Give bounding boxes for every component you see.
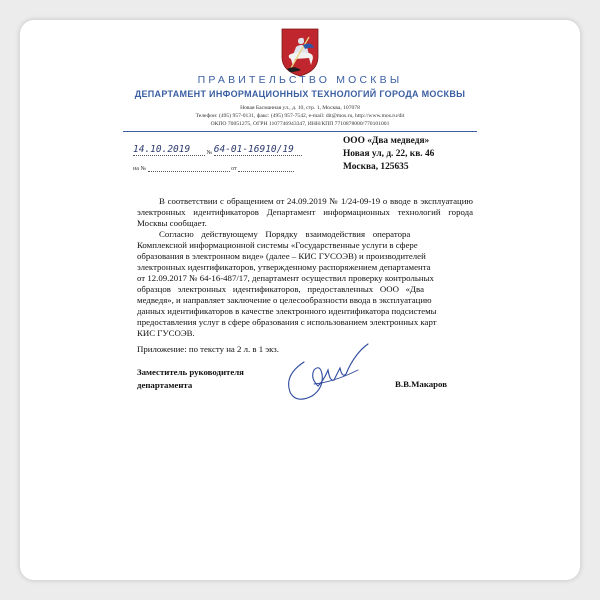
org-title: ПРАВИТЕЛЬСТВО МОСКВЫ xyxy=(197,74,403,86)
attachment-note: Приложение: по тексту на 2 л. в 1 экз. xyxy=(137,344,279,354)
paragraph-line: от 12.09.2017 № 64-16-487/17, департамент осуществил проверку контрольных xyxy=(137,273,434,283)
signer-position-line: Заместитель руководителя xyxy=(137,367,244,377)
signer-position xyxy=(137,366,244,392)
contact-registry-codes: ОКПО 70051275, ОГРН 1107746943347, ИНН/КПП 7710878000/770101001 xyxy=(210,121,390,127)
moscow-coat-of-arms-icon xyxy=(279,27,321,77)
paragraph-line: Комплексной информационной системы «Государственные услуги в сфере xyxy=(137,240,418,250)
signer-name: В.В.Макаров xyxy=(395,379,447,389)
letter-sheet xyxy=(20,20,580,580)
paragraph-line: КИС ГУСОЭВ. xyxy=(137,328,195,338)
reference-from-label: от xyxy=(231,166,237,172)
body-paragraph-1: В соответствии с обращением от 24.09.2019 № 1/24-09-19 о вводе в эксплуатацию электронных идентификаторов Департамент информационных технологий города Москвы сообщает. xyxy=(137,196,473,228)
paragraph-line: медведя», и направляет заключение о целесообразности ввода в эксплуатацию xyxy=(137,295,432,305)
paragraph-line: образования в электронном виде» (далее – КИС ГУСОЭВ) и производителей xyxy=(137,251,426,261)
contact-address: Новая Басманная ул., д. 10, стр. 1, Москва, 107078 xyxy=(240,105,360,111)
handwritten-signature xyxy=(274,340,379,410)
addressee-city: Москва, 125635 xyxy=(343,162,409,172)
addressee-block xyxy=(343,135,434,174)
paragraph-line: Согласно действующему Порядку взаимодействия оператора xyxy=(159,229,411,239)
department-name: ДЕПАРТАМЕНТ ИНФОРМАЦИОННЫХ ТЕХНОЛОГИЙ ГОРОДА МОСКВЫ xyxy=(134,89,466,99)
paragraph-line: электронных идентификаторов, утвержденному распоряжением департамента xyxy=(137,262,431,272)
contact-phone-email: Телефон: (495) 957-0131, факс: (495) 957-7542, e-mail: dit@mos.ru, http://www.mos.ru/dit xyxy=(195,113,405,119)
addressee-street: Новая ул, д. 22, кв. 46 xyxy=(343,149,435,159)
registration-number: 64-01-16910/19 xyxy=(213,144,294,155)
reference-prefix: на № xyxy=(133,166,147,172)
registration-date: 14.10.2019 xyxy=(133,144,191,155)
paragraph-line: образцов электронных идентификаторов, предоставленных ООО «Два xyxy=(137,284,425,294)
paragraph-line: данных идентификаторов в качестве электронного идентификатора подсистемы xyxy=(137,306,437,316)
reference-line xyxy=(133,166,294,172)
registration-no-label: № xyxy=(206,150,213,156)
header-divider xyxy=(123,131,477,132)
addressee-company: ООО «Два медведя» xyxy=(343,136,430,146)
signer-position-line: департамента xyxy=(137,380,193,390)
body-paragraph-2 xyxy=(137,229,473,339)
paragraph-line: предоставления услуг в сфере образования с использованием электронных карт xyxy=(137,317,437,327)
registration-line xyxy=(133,144,302,156)
